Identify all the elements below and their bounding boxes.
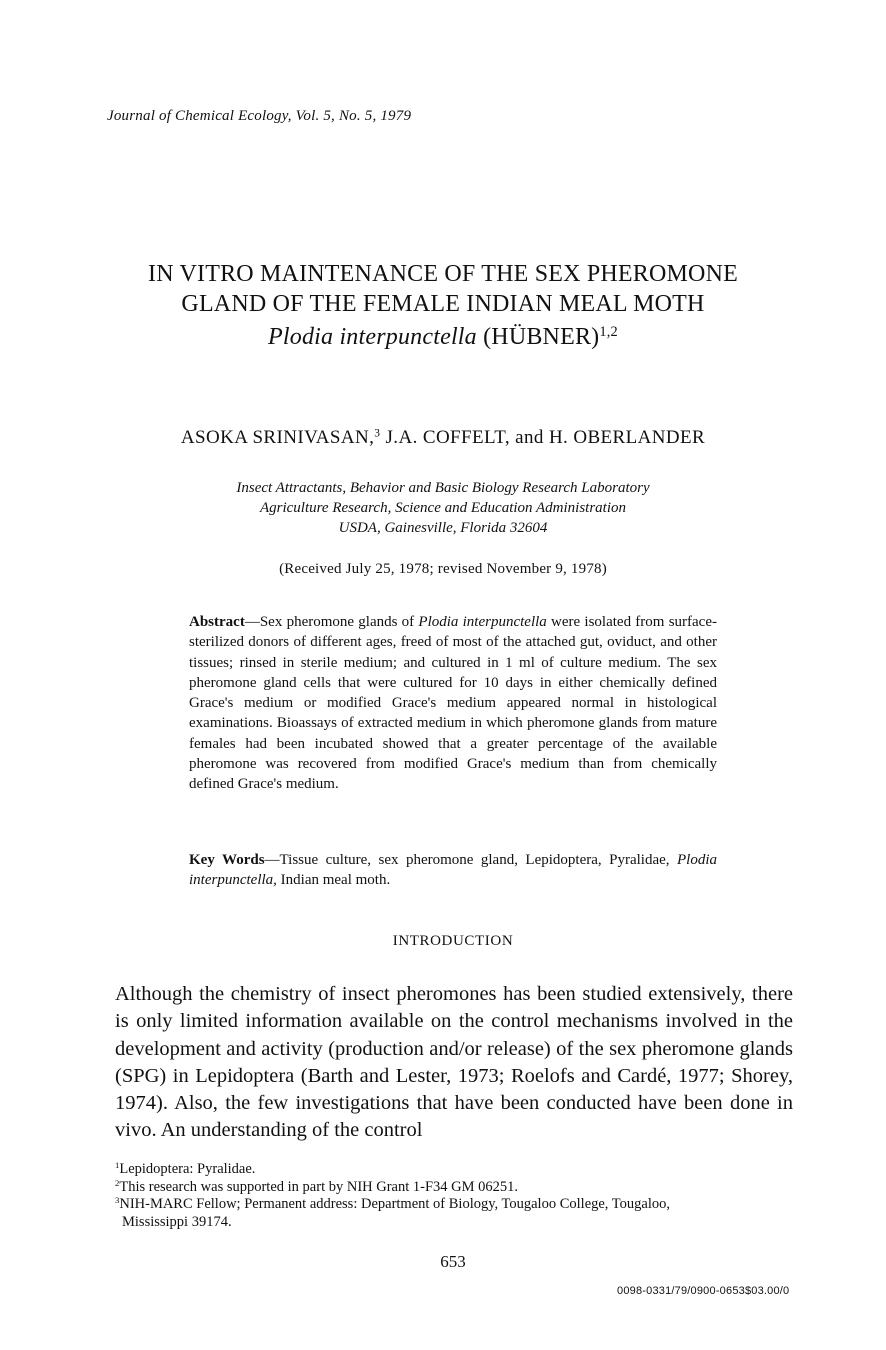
affiliation-line-2: Agriculture Research, Science and Education Administration [259, 500, 627, 516]
abstract-text: were isolated from surface-sterilized donors of different ages, freed of most of the attached gut, oviduct, and other tissues; rinsed in sterile medium; and cultured in 1 ml of culture medium. The sex pheromone gland cells that were cultured for 10 days in either chemically defined Grace's medium or modified Grace's medium appeared normal in histological examinations. Bioassays of extracted medium in which pheromone glands from mature females had been incubated showed that a greater percentage of the available pheromone was recovered from modified Grace's medium than from chemically defined Grace's medium. [189, 614, 717, 793]
introduction-heading: INTRODUCTION [392, 933, 514, 949]
author-others: J.A. COFFELT, and H. OBERLANDER [385, 427, 706, 448]
affiliation-line-1: Insect Attractants, Behavior and Basic Biology Research Laboratory [236, 480, 650, 496]
article-code: 0098-0331/79/0900-0653$03.00/0 [617, 1285, 790, 1297]
footnote-3-mark: 3 [115, 1195, 120, 1206]
affiliation-line-3: USDA, Gainesville, Florida 32604 [338, 520, 548, 536]
footnote-1-mark: 1 [115, 1160, 120, 1171]
footnote-3-continuation: Mississippi 39174. [122, 1213, 232, 1230]
abstract [189, 612, 717, 795]
introduction-paragraph: Although the chemistry of insect pheromones has been studied extensively, there is only limited information available on the control mechanisms involved in the development and activity (production and/or release) of the sex pheromone glands (SPG) in Lepidoptera (Barth and Lester, 1973; Roelofs and Cardé, 1977; Shorey, 1974). Also, the few investigations that have been conducted have been done in vivo. An understanding of the control [115, 983, 793, 1142]
author-1: ASOKA SRINIVASAN, [180, 427, 375, 448]
footnote-2 [115, 1179, 795, 1197]
author-1-footnote-mark: 3 [374, 427, 381, 440]
footnote-1-text: Lepidoptera: Pyralidae. [119, 1161, 256, 1177]
footnote-2-mark: 2 [115, 1177, 120, 1188]
author-list [0, 427, 886, 449]
key-words-text: —Tissue culture, sex pheromone gland, Lepidoptera, Pyralidae, [264, 852, 677, 868]
abstract-label: Abstract [189, 614, 245, 630]
article-title-line-2: GLAND OF THE FEMALE INDIAN MEAL MOTH [181, 291, 705, 317]
page-number: 653 [440, 1252, 466, 1271]
journal-citation: Journal of Chemical Ecology, Vol. 5, No. 5, 1979 [107, 108, 412, 124]
received-dates: (Received July 25, 1978; revised November 9, 1978) [279, 561, 607, 577]
footnote-2-text: This research was supported in part by NIH Grant 1-F34 GM 06251. [119, 1178, 519, 1195]
article-title-line-1: IN VITRO MAINTENANCE OF THE SEX PHEROMONE [148, 261, 738, 287]
key-words-label: Key Words [189, 852, 265, 868]
abstract-lead: —Sex pheromone glands of [244, 614, 419, 630]
key-words-tail: Indian meal moth. [276, 872, 391, 889]
article-title-line-3 [0, 322, 886, 352]
footnote-3-text: NIH-MARC Fellow; Permanent address: Department of Biology, Tougaloo College, Tougaloo, [119, 1196, 670, 1212]
title-author-name: (HÜBNER) [483, 324, 600, 350]
key-words-species: Plodia interpunctella, [189, 852, 717, 889]
key-words [189, 850, 717, 891]
title-footnote-marks: 1,2 [599, 324, 618, 341]
abstract-species: Plodia interpunctella [418, 614, 547, 630]
footnote-1 [115, 1161, 795, 1179]
title-species-name: Plodia interpunctella [268, 324, 477, 350]
footnote-3 [115, 1196, 795, 1214]
footnotes [115, 1161, 795, 1231]
